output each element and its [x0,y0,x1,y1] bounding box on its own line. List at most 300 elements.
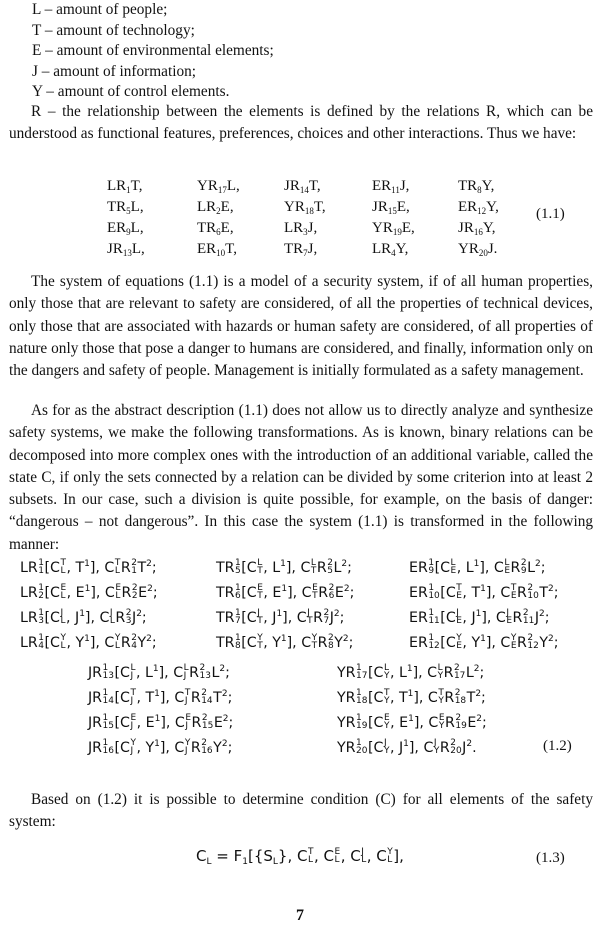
relation-symbol: TR [216,635,235,651]
relation-symbol: TR [216,610,235,626]
subscript: E [456,641,462,651]
bracket-close: ], C [160,715,185,731]
superscript: 2 [343,584,350,594]
sub-superscript [523,609,534,625]
subscript: L [361,854,367,865]
subscript: L [109,616,115,626]
sub-superscript [257,584,263,600]
relation-symbol: R [445,715,455,731]
superscript: 2 [547,584,554,594]
superscript: 1 [407,689,414,699]
bracket-open: [C [367,715,384,731]
terminator: ; [348,635,354,651]
superscript: L [257,558,263,568]
sub-superscript [387,848,393,864]
terminator: ; [553,585,559,601]
relation-name: TR [197,220,217,236]
sub-superscript [511,634,517,650]
superscript: 2 [201,738,207,748]
superscript: 2 [535,559,541,569]
relation-term [197,240,284,259]
relation-symbol: R [121,585,132,601]
relation-symbol: R [512,610,523,626]
relation-name: TR [284,241,304,257]
element-symbol: L [211,665,220,681]
equation-line [337,661,487,686]
superscript: Y [456,633,462,643]
relation-target: Y, [395,241,409,257]
relation-symbol: R [190,740,201,756]
relation-symbol: R [313,610,323,626]
superscript: 1 [84,634,90,644]
subscript: 1 [131,566,137,576]
relation-index: 6 [216,227,221,237]
superscript: T [184,688,191,698]
superscript: T [130,688,136,698]
superscript: E [60,583,67,593]
relation-name: JR [284,178,300,194]
superscript: T [114,558,121,568]
sub-superscript [38,559,44,575]
relation-term [197,177,284,196]
element-symbol: , Y [136,740,155,756]
bracket-open: [C [367,740,384,756]
equation-line [216,631,354,656]
superscript: 2 [341,559,348,569]
subscript: 2 [131,591,138,601]
relation-term [107,177,197,196]
sub-superscript [455,714,466,730]
superscript: T [510,583,517,593]
superscript: 1 [356,688,362,698]
relation-symbol: LR [20,560,38,576]
relation-index: 17 [217,185,227,195]
superscript: 2 [450,738,456,748]
superscript: 2 [328,583,335,593]
sub-superscript [312,634,318,650]
superscript: 1 [235,558,241,568]
sub-superscript [115,634,121,650]
subscript: 13 [199,671,211,681]
sub-superscript [307,609,313,625]
superscript: 2 [131,583,138,593]
superscript: 1 [84,584,91,594]
relation-symbol: JR [88,665,103,681]
relation-target: L, [130,220,144,236]
subscript: L [272,857,278,867]
element-symbol: T [137,560,147,576]
element-symbol: T [466,690,476,706]
sub-superscript [130,739,136,755]
relation-index: 9 [126,227,131,237]
superscript: E [334,846,341,857]
sub-superscript [456,584,462,600]
relation-target: L, [130,199,144,215]
subscript: L [387,854,393,865]
equation-line [20,581,158,606]
superscript: 1 [406,664,413,674]
sub-superscript [199,664,210,680]
subscript: T [310,566,317,576]
subscript: T [311,641,318,651]
subscript: 3 [125,616,132,626]
equation-line [216,606,354,631]
subscript: 4 [38,641,44,651]
subscript: 20 [450,746,462,756]
sub-superscript [335,848,341,864]
superscript: 1 [356,663,362,673]
sub-superscript [103,689,114,705]
element-symbol: , T [462,585,481,601]
relation-index: 15 [387,206,397,216]
subscript: 7 [235,616,241,626]
paragraph-text: R – the relationship between the elements is defined by the relations R, which can be understood as functional features, preferences, choices and other interactions. Thus we have: [9,103,593,143]
superscript: L [310,558,316,568]
subscript: E [510,641,517,651]
superscript: 2 [527,633,534,643]
set-open: [{S [247,847,273,865]
sub-superscript [185,689,191,705]
superscript: 1 [280,634,287,644]
element-symbol: , E [390,715,409,731]
relation-name: ER [197,241,217,257]
relation-symbol: ER [409,560,428,576]
sub-superscript [38,609,44,625]
term-symbol: , C [313,847,334,865]
equation-1-2-column-3 [409,556,559,656]
sub-superscript [115,559,121,575]
sub-superscript [428,584,439,600]
equation-label-1-2: (1.2) [543,738,572,754]
superscript: 1 [235,608,241,618]
superscript: 2 [520,558,527,568]
subscript: 13 [102,671,114,681]
equation-line [88,711,233,736]
relation-symbol: R [317,635,328,651]
relation-name: ER [458,199,478,215]
relation-name: ER [372,178,392,194]
element-symbol: T [539,585,548,601]
element-symbol: Y [334,635,343,651]
superscript: 1 [473,559,480,569]
relation-target: J, [307,220,318,236]
relation-symbol: R [191,715,202,731]
sub-superscript [110,609,115,625]
relation-name: JR [107,241,123,257]
relation-index: 1 [126,185,131,195]
sub-superscript [257,559,263,575]
bracket-close: ], C [481,610,506,626]
subscript: L [60,641,66,651]
relation-symbol: TR [216,585,235,601]
subscript: Y [433,746,440,756]
sub-superscript [527,634,538,650]
terminator: ; [349,585,355,601]
relation-symbol: R [517,585,527,601]
equation-1-2-column-2 [216,556,354,656]
superscript: 2 [125,608,132,618]
equation-label-1-3: (1.3) [536,850,565,866]
relation-target: Y, [486,199,499,215]
subscript: 5 [235,566,241,576]
definition-item: J – amount of information; [32,62,196,80]
subscript: J [130,721,134,731]
superscript: 2 [221,739,228,749]
sub-superscript [356,714,367,730]
element-symbol: , L [135,665,153,681]
relation-term [107,240,197,259]
subscript: 14 [102,696,114,706]
relation-symbol: YR [337,715,356,731]
bracket-close: ], C [485,585,511,601]
sub-superscript [185,739,191,755]
sub-superscript [38,634,44,650]
terminator: ; [540,560,546,576]
sub-superscript [361,848,366,864]
relation-name: YR [458,241,479,257]
bracket-close: ], C [84,610,110,626]
terminator: ; [544,610,550,626]
function-symbol: F [233,847,243,865]
bracket-close: ], C [89,560,115,576]
element-symbol: E [334,585,344,601]
subscript: 2 [38,591,44,601]
bracket-open: [C [241,585,257,601]
relation-name: TR [107,199,127,215]
sub-superscript [328,634,334,650]
terminator: ; [151,635,157,651]
bracket-close: ], C [479,560,504,576]
equation-line [20,631,158,656]
element-symbol: , Y [66,635,85,651]
sub-superscript [185,714,191,730]
element-symbol: E [467,715,477,731]
relation-index: 16 [473,227,483,237]
relation-symbol: YR [337,665,356,681]
element-symbol: L [527,560,536,576]
superscript: 2 [475,689,482,699]
bracket-open: [C [44,635,60,651]
bracket-close: ], C [413,715,439,731]
sub-superscript [428,609,439,625]
element-symbol: , E [263,585,282,601]
sub-superscript [454,664,465,680]
superscript: 1 [356,713,362,723]
subscript: 3 [38,616,44,626]
sub-superscript [434,739,440,755]
superscript: 1 [428,633,435,643]
relation-symbol: JR [88,690,103,706]
superscript: 1 [408,714,414,724]
sub-superscript [527,584,538,600]
superscript: 1 [280,559,286,569]
superscript: Y [130,738,136,748]
superscript: T [307,846,314,857]
subscript: E [450,566,457,576]
sub-superscript [450,739,461,755]
element-symbol: , Y [462,635,481,651]
sub-superscript [511,584,517,600]
subscript: E [506,616,513,626]
bracket-close: ], C [282,610,307,626]
relation-target: T, [225,241,237,257]
element-symbol: , J [65,610,80,626]
subscript: L [60,591,66,601]
element-symbol: , E [66,585,85,601]
relation-index: 11 [391,185,400,195]
subscript: T [257,616,263,626]
sub-superscript [202,714,213,730]
equation-line [409,631,559,656]
element-symbol: , J [263,610,277,626]
subscript: L [114,566,120,576]
element-symbol: J [132,610,137,626]
subscript: 4 [131,641,137,651]
relation-symbol: R [443,665,454,681]
superscript: 1 [154,689,160,699]
element-symbol: , J [389,740,404,756]
terminator: . [472,740,477,756]
relation-target: T, [308,178,321,194]
relation-term [197,198,284,217]
superscript: Y [387,846,393,857]
subscript: E [510,591,517,601]
paragraph-condition [9,789,593,834]
superscript: J [109,608,113,618]
relation-term [458,198,517,217]
relation-symbol: LR [20,635,38,651]
paragraph-transform [9,400,593,556]
bracket-open: [C [241,560,257,576]
relation-index: 2 [216,206,221,216]
superscript: 2 [201,713,208,723]
sub-superscript [356,689,367,705]
relation-index: 10 [216,248,226,258]
element-symbol: L [465,665,474,681]
subscript: J [185,721,188,731]
superscript: J [257,608,260,618]
terminator: ; [228,715,234,731]
sub-superscript [60,584,66,600]
subscript: 17 [453,671,466,681]
superscript: 1 [38,558,44,568]
subscript: 16 [102,746,114,756]
superscript: 1 [480,634,486,644]
superscript: 1 [102,688,109,698]
sub-superscript [356,739,367,755]
superscript: 1 [152,664,159,674]
terminator: ; [151,560,157,576]
superscript: 2 [199,663,206,673]
definition-item: T – amount of technology; [32,21,195,39]
bracket-open: [C [440,610,456,626]
relation-name: TR [458,178,478,194]
sub-superscript [130,689,136,705]
relation-target: Y, [481,178,495,194]
relation-name: ER [107,220,127,236]
superscript: L [130,663,136,673]
relation-symbol: ER [409,635,428,651]
subscript: T [257,566,263,576]
relation-name: LR [372,241,392,257]
subscript: J [130,671,134,681]
superscript: 2 [333,609,340,619]
superscript: L [504,558,510,568]
superscript: 1 [102,713,109,723]
paragraph-system [9,271,593,382]
relation-target: L, [226,178,240,194]
equation-1-2-column-4 [88,661,233,761]
relation-term [107,198,197,217]
bracket-open: [C [44,585,60,601]
sub-superscript [257,634,263,650]
relation-index: 19 [392,227,402,237]
equation-line [88,661,233,686]
sub-superscript [60,634,66,650]
relation-target: L, [131,241,145,257]
sub-superscript [384,739,390,755]
superscript: 2 [455,713,462,723]
superscript: 2 [466,739,473,749]
sub-superscript [103,664,114,680]
sub-superscript [329,584,335,600]
subscript: 5 [327,566,333,576]
bracket-close: ], C [90,585,115,601]
element-symbol: J [462,740,467,756]
bracket-close: ], C [408,740,434,756]
subscript: 7 [323,616,330,626]
superscript: Y [184,738,191,748]
term-symbol: , C [366,847,387,865]
relation-index: 4 [391,248,396,258]
relation-name: JR [458,220,474,236]
relation-name: LR [284,220,304,236]
superscript: 1 [276,609,283,619]
relation-symbol: JR [88,715,103,731]
terminator: ; [227,740,233,756]
superscript: Y [114,633,121,643]
sub-superscript [521,559,527,575]
superscript: J [361,846,364,857]
superscript: 1 [480,584,486,594]
relation-name: YR [284,199,305,215]
superscript: Y [510,633,517,643]
superscript: 2 [131,558,137,568]
terminator: ; [339,610,345,626]
bracket-open: [C [114,715,130,731]
bracket-close: ], C [287,585,312,601]
equation-line [216,556,354,581]
relation-name: LR [107,178,127,194]
element-symbol: E [138,585,148,601]
relation-symbol: YR [337,740,356,756]
relation-name: YR [372,220,393,236]
sub-superscript [384,714,390,730]
superscript: 2 [342,634,349,644]
superscript: 2 [146,559,152,569]
superscript: 2 [147,584,153,594]
sub-superscript [201,689,212,705]
superscript: 2 [476,714,483,724]
bracket-close: ], C [485,635,511,651]
superscript: 1 [102,738,109,748]
subscript: E [456,591,462,601]
superscript: E [115,583,122,593]
relation-target: E, [396,199,410,215]
subscript: J [130,696,134,706]
sub-superscript [103,739,114,755]
subscript: 15 [201,721,214,731]
